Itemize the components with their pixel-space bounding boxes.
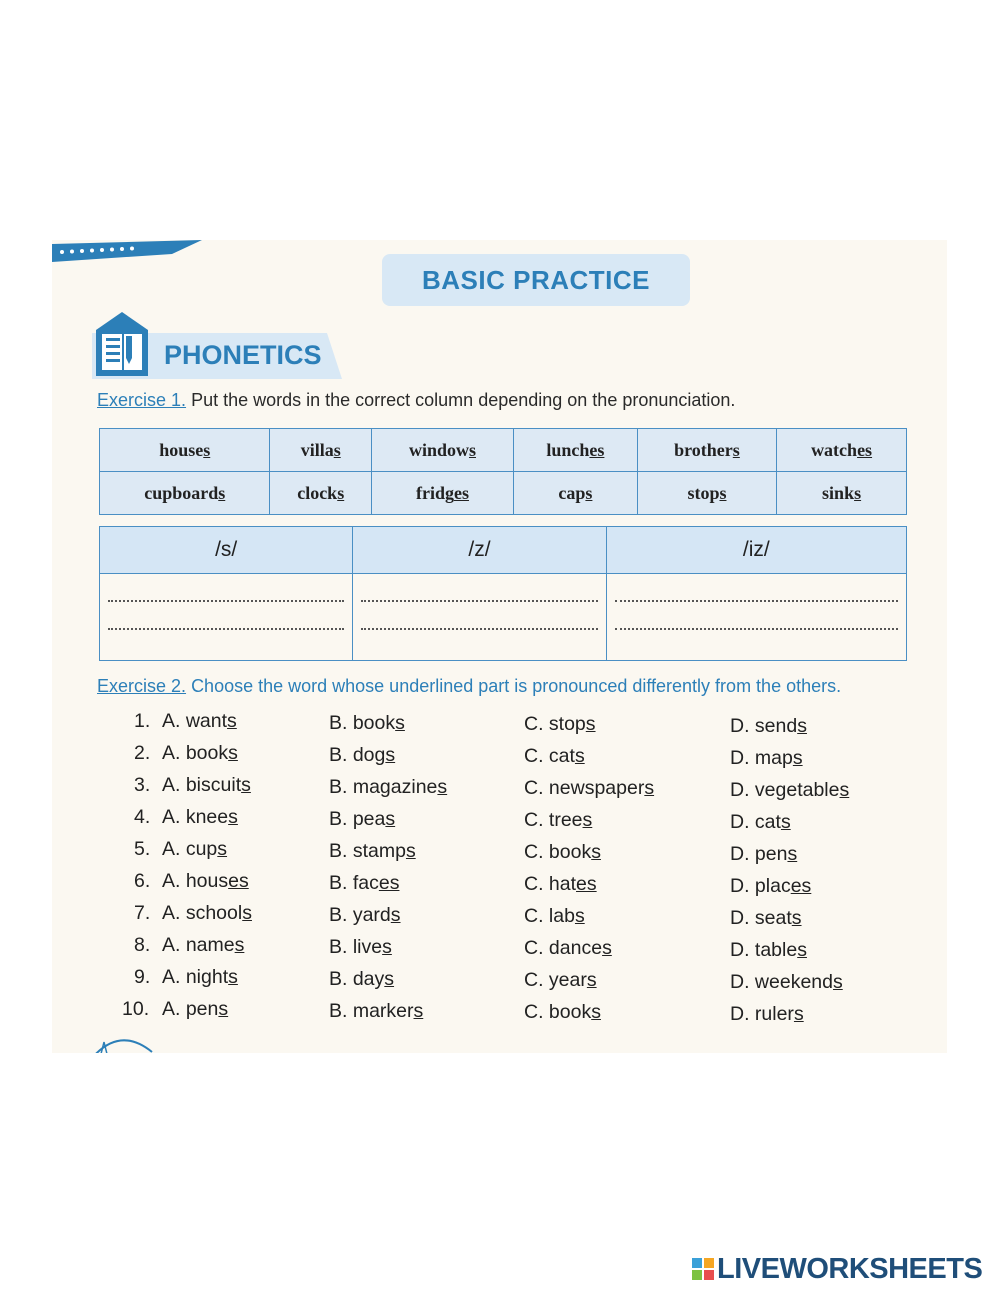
option-ending: s [586,969,597,991]
option-ending: s [797,938,807,961]
option-a[interactable] [162,774,251,797]
option-b[interactable] [329,872,399,895]
option-stem: D. weekend [730,970,833,993]
option-a[interactable] [162,806,238,829]
option-ending: s [780,810,791,833]
word-cell[interactable] [371,429,513,472]
answer-cell-z[interactable] [353,574,606,661]
book-icon [92,310,152,378]
option-stem: C. tree [524,809,583,831]
option-ending: s [405,839,416,862]
word-cell[interactable] [514,472,638,515]
question-number: 1. [134,710,151,732]
option-ending: s [385,807,396,830]
option-b[interactable] [329,744,395,767]
word-stem: cap [558,482,586,503]
column-s: /s/ [100,527,353,574]
option-stem: B. day [329,967,385,990]
option-d[interactable] [730,843,797,866]
option-stem: D. cat [730,810,781,833]
option-ending: s [602,937,612,959]
option-stem: D. plac [730,874,791,897]
option-b[interactable] [329,968,394,991]
option-c[interactable] [524,809,592,832]
option-ending: s [582,809,593,831]
dotted-line [361,606,597,630]
option-ending: s [787,842,798,865]
option-b[interactable] [329,1000,423,1023]
option-stem: B. dog [329,743,386,766]
option-stem: C. book [524,841,592,863]
word-cell[interactable] [270,472,371,515]
question-number: 7. [134,902,151,924]
question-number: 4. [134,806,151,828]
option-ending: es [378,871,400,894]
option-b[interactable] [329,904,401,927]
option-stem: B. magazine [329,775,438,798]
word-stem: stop [687,482,720,503]
word-row [100,472,907,515]
question-number: 3. [134,774,151,796]
column-iz: /iz/ [606,527,906,574]
word-stem: clock [297,482,338,503]
dotted-line [361,578,597,602]
word-ending: s [585,482,593,503]
option-stem: D. vegetable [730,778,840,801]
option-ending: s [832,970,843,993]
exercise-1-label: Exercise 1. [97,390,187,410]
option-stem: D. pen [730,842,788,865]
word-stem: window [408,439,469,460]
option-ending: s [574,745,585,767]
word-cell[interactable] [100,472,270,515]
option-ending: s [585,713,596,735]
option-stem: C. cat [524,745,575,767]
option-stem: D. table [730,938,798,961]
question-number: 6. [134,870,151,892]
exercise-2-title [97,676,841,697]
word-ending: s [854,482,862,503]
option-ending: s [228,806,238,828]
word-stem: watch [811,439,858,460]
question-number: 9. [134,966,151,988]
option-c[interactable] [524,713,596,736]
option-d[interactable] [730,811,791,834]
option-stem: B. fac [329,871,379,894]
option-d[interactable] [730,1003,804,1026]
word-stem: lunch [546,439,590,460]
exercise-1-instruction: Put the words in the correct column depending on the pronunciation. [191,390,736,410]
option-stem: A. book [162,742,229,764]
word-stem: house [159,439,204,460]
word-row [100,429,907,472]
option-stem: A. knee [162,806,229,828]
word-ending: s [203,439,211,460]
option-ending: s [574,905,585,927]
option-stem: A. want [162,710,228,732]
exercise-2-instruction: Choose the word whose underlined part is pronounced differently from the others. [191,676,842,696]
option-stem: A. biscuit [162,774,242,796]
exercise-1-title [97,390,735,411]
option-stem: C. year [524,969,587,991]
option-ending: s [591,1001,601,1023]
answer-cell-iz[interactable] [606,574,906,661]
option-b[interactable] [329,840,416,863]
option-d[interactable] [730,747,803,770]
option-c[interactable] [524,873,597,896]
option-d[interactable] [730,939,807,962]
word-cell[interactable] [777,472,907,515]
option-a[interactable] [162,966,238,989]
word-cell[interactable] [637,472,776,515]
option-stem: B. yard [329,903,391,926]
dotted-line [615,606,898,630]
option-ending: s [413,999,424,1022]
word-ending: s [468,439,476,460]
option-stem: B. marker [329,999,414,1022]
option-ending: s [217,838,228,860]
option-ending: es [790,874,812,897]
option-ending: s [390,903,401,926]
option-stem: C. hat [524,873,577,895]
option-ending: s [385,743,396,766]
option-ending: s [839,778,850,801]
option-c[interactable] [524,841,601,864]
option-stem: A. name [162,934,235,956]
option-stem: A. pen [162,998,219,1020]
option-ending: es [576,873,597,895]
sound-table [99,526,907,661]
option-c[interactable] [524,905,585,928]
option-stem: B. pea [329,807,386,830]
option-stem: B. book [329,711,396,734]
word-ending: s [218,482,226,503]
column-z: /z/ [353,527,606,574]
logo-text: LIVEWORKSHEETS [717,1252,983,1285]
option-stem: C. lab [524,905,575,927]
option-stem: C. book [524,1001,592,1023]
option-ending: s [241,774,251,796]
word-ending: es [589,439,605,460]
page-corner-icon [90,1030,160,1053]
word-cell[interactable] [514,429,638,472]
question-number: 2. [134,742,151,764]
option-ending: s [437,775,448,798]
word-ending: s [337,482,345,503]
option-ending: s [797,714,807,737]
option-a[interactable] [162,870,249,893]
option-c[interactable] [524,969,597,992]
option-stem: B. live [329,935,383,958]
option-stem: A. school [162,902,243,924]
option-ending: s [242,902,252,924]
word-cell[interactable] [777,429,907,472]
option-stem: C. dance [524,937,603,959]
option-d[interactable] [730,715,807,738]
option-ending: s [791,906,802,929]
option-a[interactable] [162,742,238,765]
option-c[interactable] [524,937,612,960]
option-a[interactable] [162,934,244,957]
option-stem: C. stop [524,713,586,735]
dotted-line [108,578,344,602]
option-d[interactable] [730,875,811,898]
section-title: BASIC PRACTICE [382,254,690,306]
option-c[interactable] [524,1001,601,1024]
word-ending: es [857,439,873,460]
option-a[interactable] [162,710,237,733]
option-a[interactable] [162,998,228,1021]
dotted-line [108,606,344,630]
option-c[interactable] [524,777,654,800]
option-stem: A. cup [162,838,218,860]
option-stem: D. map [730,746,793,769]
word-ending: s [333,439,341,460]
option-ending: s [792,746,803,769]
phonetics-title: PHONETICS [164,340,322,370]
option-ending: s [218,998,229,1020]
option-ending: s [228,966,238,988]
option-stem: D. ruler [730,1002,794,1025]
option-d[interactable] [730,779,849,802]
word-ending: s [719,482,727,503]
option-ending: s [227,710,237,732]
word-stem: sink [822,482,855,503]
option-ending: s [382,935,392,958]
dots-decoration [52,240,202,262]
option-ending: s [395,711,405,734]
word-stem: fridg [415,482,454,503]
word-cell[interactable] [637,429,776,472]
option-ending: s [644,777,655,799]
word-table [99,428,907,515]
option-stem: D. seat [730,906,792,929]
exercise-2-label: Exercise 2. [97,676,187,696]
option-b[interactable] [329,712,405,735]
question-number: 10. [122,998,150,1020]
option-ending: s [228,742,238,764]
answer-cell-s[interactable] [100,574,353,661]
worksheet-page [52,240,947,1053]
dotted-line [615,578,898,602]
word-cell[interactable] [270,429,371,472]
word-stem: cupboard [144,482,219,503]
option-stem: A. night [162,966,229,988]
option-stem: C. newspaper [524,777,645,799]
option-a[interactable] [162,902,252,925]
option-stem: D. send [730,714,798,737]
option-d[interactable] [730,907,802,930]
option-stem: B. stamp [329,839,406,862]
option-d[interactable] [730,971,843,994]
word-cell[interactable] [371,472,513,515]
option-ending: s [234,934,245,956]
option-ending: es [228,870,249,892]
option-b[interactable] [329,936,392,959]
word-cell[interactable] [100,429,270,472]
option-ending: s [793,1002,804,1025]
question-number: 8. [134,934,151,956]
option-b[interactable] [329,776,447,799]
liveworksheets-logo [692,1251,992,1287]
option-c[interactable] [524,745,585,768]
word-stem: villa [300,439,334,460]
word-stem: brother [674,439,733,460]
word-ending: s [732,439,740,460]
option-a[interactable] [162,838,227,861]
word-ending: es [453,482,469,503]
option-ending: s [591,841,601,863]
option-b[interactable] [329,808,395,831]
option-ending: s [384,967,395,990]
logo-grid-icon [692,1258,714,1280]
question-number: 5. [134,838,151,860]
option-stem: A. hous [162,870,229,892]
